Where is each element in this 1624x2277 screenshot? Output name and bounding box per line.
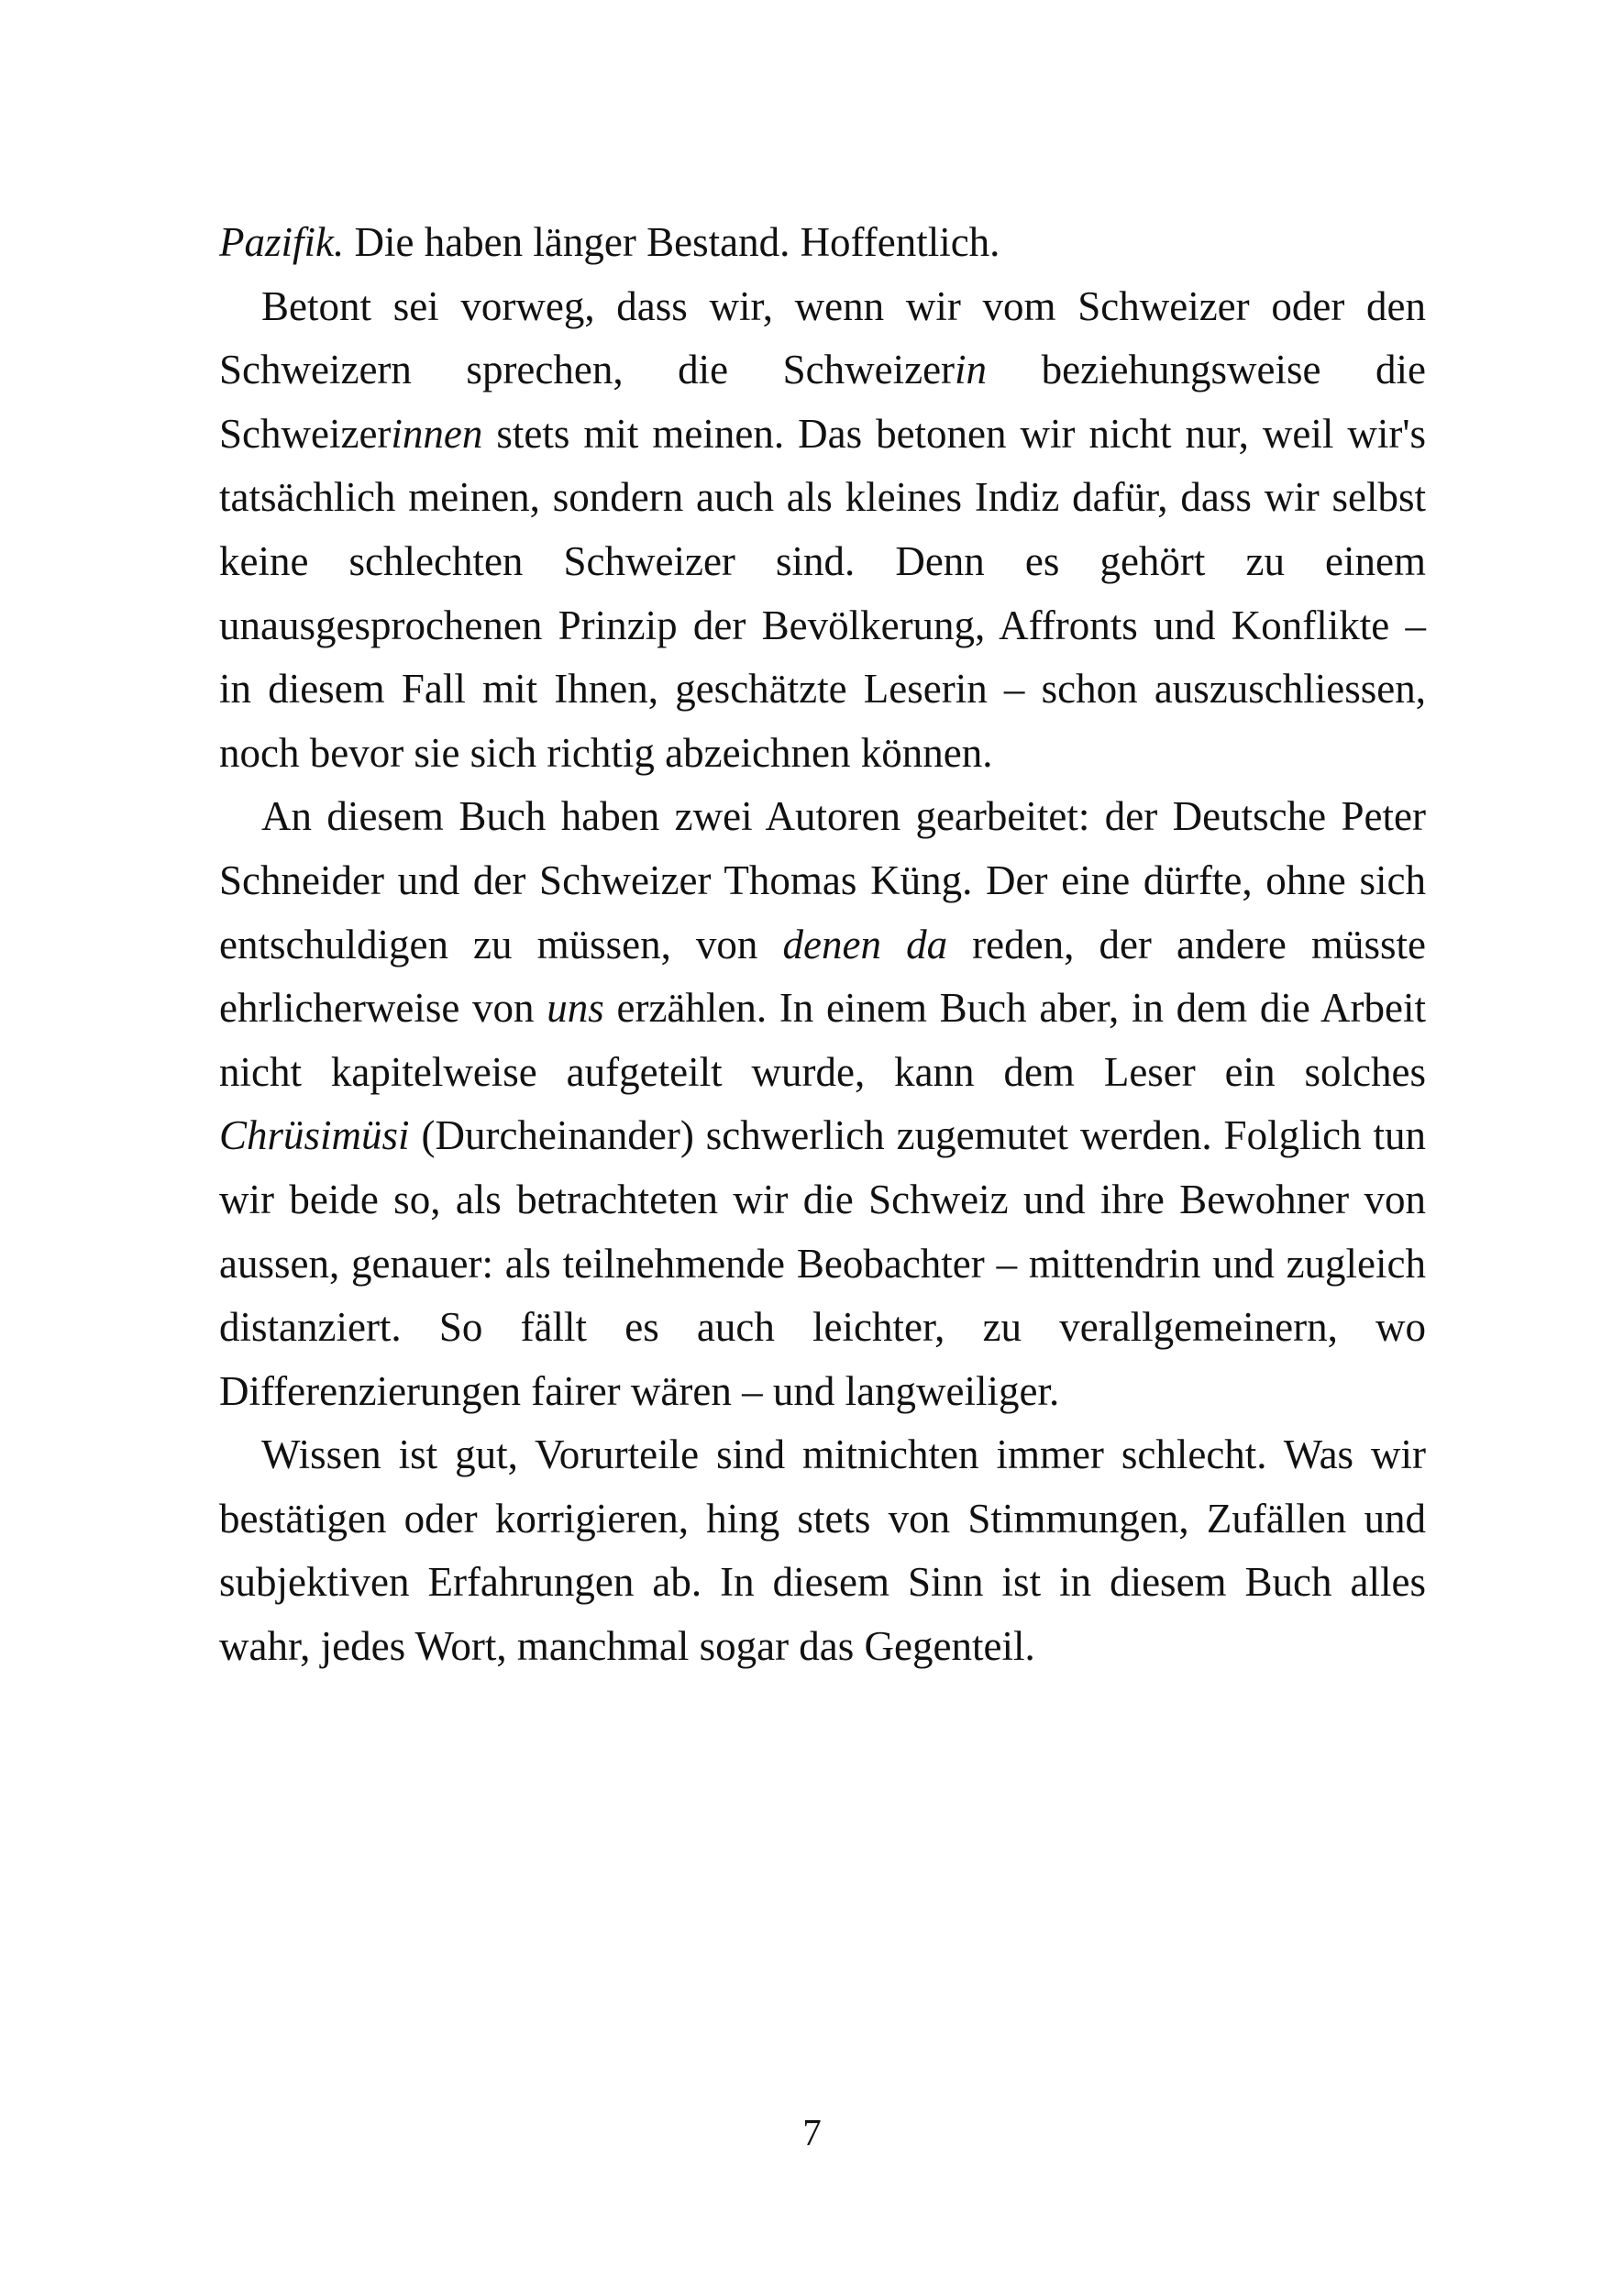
- italic-suffix-innen: innen: [391, 410, 483, 457]
- paragraph-1-text: Die haben länger Bestand. Hoffentlich.: [344, 219, 1000, 265]
- paragraph-2: [219, 275, 1426, 786]
- italic-word-pazifik: Pazifik.: [219, 219, 345, 265]
- italic-suffix-in: in: [955, 347, 988, 393]
- body-text: [219, 211, 1426, 1679]
- paragraph-2-text-c: stets mit meinen. Das betonen wir nicht nur, weil wir's tatsächlich meinen, sondern auch als kleines Indiz dafür, dass wir selbst keine schlechten Schweizer sind. Denn es gehört zu einem unausgesprochenen Prinzip der Bevölkerung, Affronts und Konflikte – in diesem Fall mit Ihnen, geschätzte Leserin – schon auszuschliessen, noch bevor sie sich richtig abzeichnen können.: [219, 410, 1426, 776]
- paragraph-3-text-d: (Durcheinander) schwerlich zugemutet werden. Folglich tun wir beide so, als betrachteten wir die Schweiz und ihre Bewohner von aussen, genauer: als teilnehmende Beobachter – mittendrin und zugleich distanziert. So fällt es auch leichter, zu verallgemeinern, wo Differenzierungen fairer wären – und langweiliger.: [219, 1112, 1426, 1414]
- paragraph-2-text-a: Betont sei vorweg, dass wir, wenn wir vom Schweizer oder den Schweizern sprechen, die Schweizer: [219, 282, 1426, 393]
- paragraph-3-text-b: reden, der andere müsste ehrlicherweise von: [219, 921, 1426, 1032]
- paragraph-3-text-c: erzählen. In einem Buch aber, in dem die Arbeit nicht kapitelweise aufgeteilt wurde, kann dem Leser ein solches: [219, 985, 1426, 1095]
- paragraph-1: [219, 211, 1426, 275]
- italic-word-chruesimuesi: Chrüsimüsi: [219, 1112, 410, 1159]
- italic-word-uns: uns: [547, 985, 604, 1032]
- page-number: 7: [802, 2111, 822, 2153]
- paragraph-3-text-a: An diesem Buch haben zwei Autoren gearbeitet: der Deutsche Peter Schneider und der Schweizer Thomas Küng. Der eine dürfte, ohne sich entschuldigen zu müssen, von: [219, 793, 1426, 967]
- paragraph-4: [219, 1423, 1426, 1678]
- paragraph-4-text: Wissen ist gut, Vorurteile sind mitnichten immer schlecht. Was wir bestätigen oder korrigieren, hing stets von Stimmungen, Zufällen und subjektiven Erfahrungen ab. In diesem Sinn ist in diesem Buch alles wahr, jedes Wort, manchmal sogar das Gegenteil.: [219, 1431, 1426, 1670]
- italic-phrase-denen-da: denen da: [782, 921, 948, 967]
- paragraph-2-text-b: beziehungsweise die Schweizer: [219, 347, 1426, 457]
- paragraph-3: [219, 785, 1426, 1423]
